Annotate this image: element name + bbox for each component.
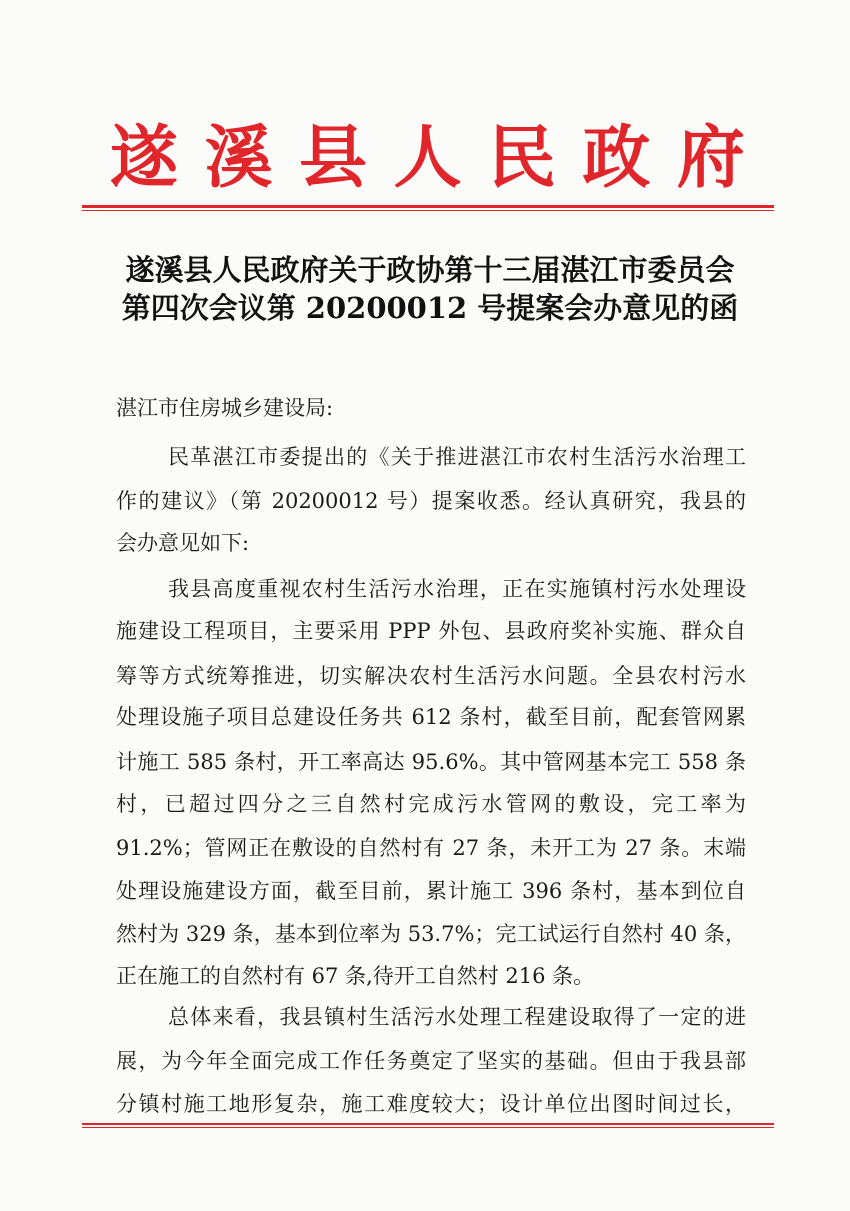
red-rule-bottom — [82, 1123, 774, 1125]
masthead-char: 民 — [487, 117, 556, 198]
body-line: 正在施工的自然村有 67 条,待开工自然村 216 条。 — [116, 964, 595, 988]
body-line: 计施工 585 条村，开工率高达 95.6%。其中管网基本完工 558 条 — [116, 750, 746, 774]
body-line: 处理设施建设方面，截至目前，累计施工 396 条村，基本到位自 — [116, 879, 746, 903]
masthead-char: 溪 — [204, 117, 273, 198]
doc-title-line-1: 遂溪县人民政府关于政协第十三届湛江市委员会 — [125, 253, 735, 287]
body-line: 91.2%；管网正在敷设的自然村有 27 条，未开工为 27 条。末端 — [116, 836, 746, 860]
masthead-issuer — [110, 112, 745, 198]
body-line: 会办意见如下: — [116, 531, 250, 555]
body-line: 总体来看，我县镇村生活污水处理工程建设取得了一定的进 — [168, 1005, 746, 1029]
body-line: 施建设工程项目，主要采用 PPP 外包、县政府奖补实施、群众自 — [116, 619, 746, 643]
masthead-char: 县 — [298, 117, 367, 198]
body-line: 处理设施子项目总建设任务共 612 条村，截至目前，配套管网累 — [116, 705, 746, 729]
body-line: 我县高度重视农村生活污水治理，正在实施镇村污水处理设 — [168, 577, 746, 601]
masthead-char: 人 — [393, 117, 462, 198]
masthead-char: 府 — [676, 117, 745, 198]
body-line: 民革湛江市委提出的《关于推进湛江市农村生活污水治理工 — [168, 445, 746, 469]
body-line: 作的建议》（第 20200012 号）提案收悉。经认真研究，我县的 — [116, 489, 746, 513]
red-rule-bottom-thin — [82, 1127, 774, 1128]
body-line: 村，已超过四分之三自然村完成污水管网的敷设，完工率为 — [116, 792, 746, 816]
masthead-char: 政 — [582, 117, 651, 198]
salutation: 湛江市住房城乡建设局: — [116, 396, 334, 420]
masthead-char: 遂 — [110, 117, 179, 198]
body-line: 然村为 329 条，基本到位率为 53.7%；完工试运行自然村 40 条， — [116, 922, 746, 946]
red-rule-top-thick — [82, 205, 774, 208]
doc-title-line-2: 第四次会议第 20200012 号提案会办意见的函 — [121, 291, 739, 325]
body-line: 展，为今年全面完成工作任务奠定了坚实的基础。但由于我县部 — [116, 1049, 746, 1073]
red-rule-top-thin — [82, 210, 774, 211]
body-line: 筹等方式统筹推进，切实解决农村生活污水问题。全县农村污水 — [116, 664, 746, 688]
body-line: 分镇村施工地形复杂，施工难度较大；设计单位出图时间过长， — [116, 1092, 746, 1116]
